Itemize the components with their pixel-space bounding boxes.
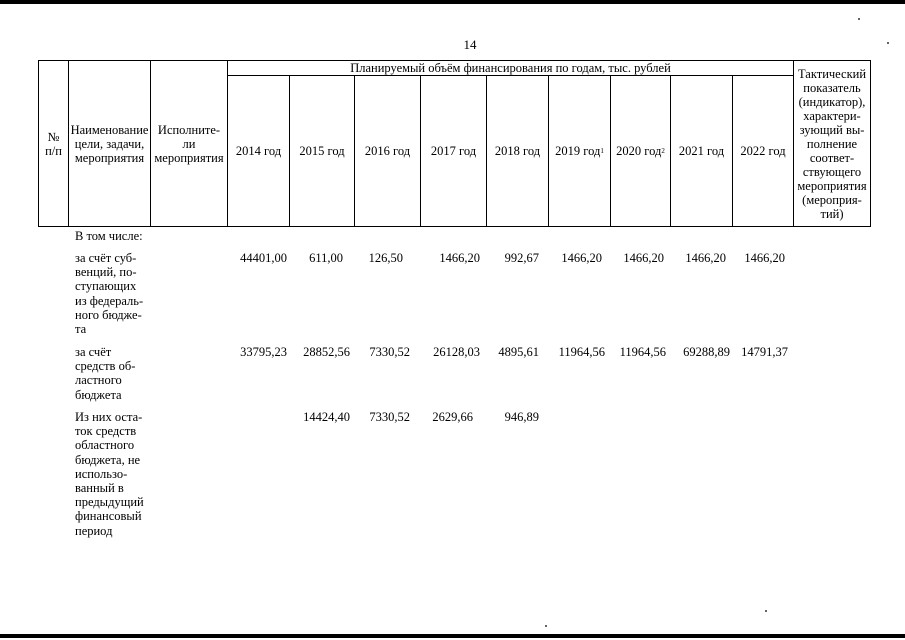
grid-line xyxy=(870,60,871,227)
row-label-regional: за счёт средств об- ластного бюджета xyxy=(75,345,136,402)
scan-speck xyxy=(545,625,547,627)
row-label-federal: за счёт суб- венций, по- ступающих из федераль- ного бюдже- та xyxy=(75,251,144,337)
year-label: 2021 год xyxy=(678,144,725,158)
section-intro: В том числе: xyxy=(75,229,143,243)
row-value: 14791,37 xyxy=(741,345,788,359)
header-indicator: Тактический показатель (индикатор), характери- зующий вы- полнение соответ- ствующего мероприятия (мероприя- тий) xyxy=(797,66,867,221)
header-name: Наименование цели, задачи, мероприятия xyxy=(70,122,149,165)
year-label: 2022 год xyxy=(740,144,786,158)
header-year xyxy=(228,76,289,226)
row-value: 44401,00 xyxy=(240,251,287,265)
row-value: 1466,20 xyxy=(744,251,785,265)
header-year xyxy=(733,76,793,226)
year-label: 2016 год xyxy=(364,144,411,158)
row-value: 33795,23 xyxy=(240,345,287,359)
header-year: 2019 год 1 xyxy=(555,144,604,158)
row-value: 7330,52 xyxy=(369,345,410,359)
header-executors: Исполните- ли мероприятия xyxy=(154,122,224,165)
header-year xyxy=(671,76,732,226)
row-value: 69288,89 xyxy=(683,345,730,359)
row-value: 1466,20 xyxy=(561,251,602,265)
row-label-remainder: Из них оста- ток средств областного бюджета, не использо- ванный в предыдущий финансовый период xyxy=(75,410,144,538)
scan-speck xyxy=(887,42,889,44)
header-funding-group: Планируемый объём финансирования по годам, тыс. рублей xyxy=(350,61,671,75)
row-value: 1466,20 xyxy=(623,251,664,265)
grid-line xyxy=(38,226,871,227)
scan-speck xyxy=(858,18,860,20)
year-label: 2020 год xyxy=(616,144,662,158)
header-year xyxy=(355,76,420,226)
row-value: 611,00 xyxy=(309,251,343,265)
top-border-rule xyxy=(0,0,905,4)
row-value: 26128,03 xyxy=(433,345,480,359)
header-row-number: № п/п xyxy=(45,129,62,158)
row-value: 1466,20 xyxy=(439,251,480,265)
year-label: 2017 год xyxy=(430,144,477,158)
header-year xyxy=(421,76,486,226)
row-value: 992,67 xyxy=(504,251,539,265)
table-header xyxy=(38,60,871,227)
header-year xyxy=(487,76,548,226)
year-label: 2018 год xyxy=(494,144,541,158)
row-value: 28852,56 xyxy=(303,345,350,359)
row-value: 11964,56 xyxy=(558,345,605,359)
year-label: 2015 год xyxy=(299,144,345,158)
row-value: 14424,40 xyxy=(303,410,350,424)
row-value: 946,89 xyxy=(504,410,539,424)
header-year: 2020 год 2 xyxy=(616,144,665,158)
bottom-border-rule xyxy=(0,634,905,638)
header-year xyxy=(290,76,354,226)
year-label: 2014 год xyxy=(235,144,282,158)
row-value: 7330,52 xyxy=(369,410,410,424)
scan-speck xyxy=(765,610,767,612)
row-value: 1466,20 xyxy=(685,251,726,265)
row-value: 11964,56 xyxy=(619,345,666,359)
page-number: 14 xyxy=(463,37,477,52)
row-value: 126,50 xyxy=(368,251,403,265)
row-value: 4895,61 xyxy=(498,345,539,359)
row-value: 2629,66 xyxy=(432,410,473,424)
year-label: 2019 год xyxy=(555,144,601,158)
